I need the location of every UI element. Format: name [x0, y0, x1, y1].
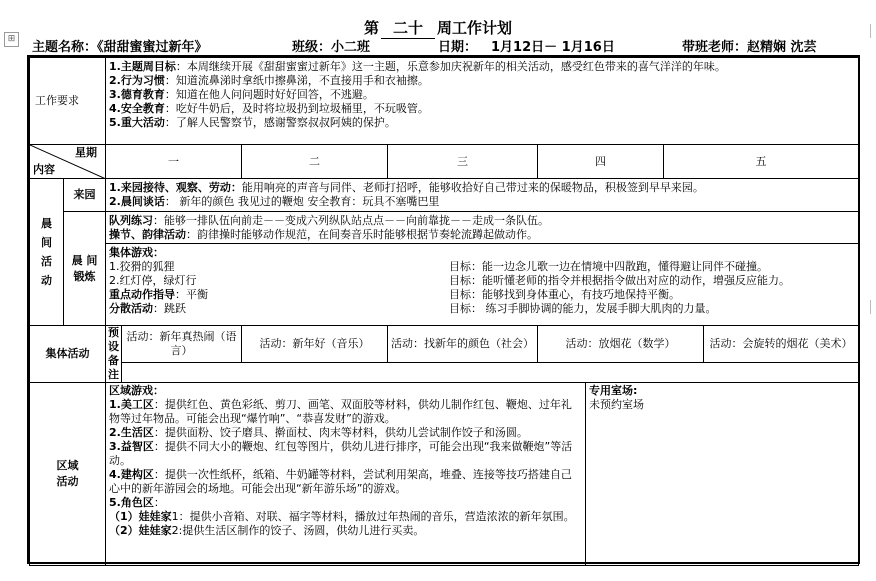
- work-req-item: 1.主题周目标：本周继续开展《甜甜蜜蜜过新年》这一主题，乐意参加庆祝新年的相关活动，感受红色带来的喜气洋洋的年味。: [109, 60, 726, 73]
- day-header: 四: [538, 145, 664, 179]
- theme-field: 主题名称：《甜甜蜜蜜过新年》: [32, 40, 208, 55]
- special-room-title: 专用室场:: [589, 384, 638, 397]
- theme-value: 《甜甜蜜蜜过新年》: [97, 40, 208, 55]
- area-item: 4.建构区：提供一次性纸杯，纸箱、牛奶罐等材料，尝试利用架高，堆叠、连接等技巧搭建自己心中的新年游园会的场地。可能会出现“新年游乐场”的游戏。: [109, 468, 572, 495]
- work-requirements-content: [106, 58, 859, 145]
- right-margin-marker: [870, 300, 874, 314]
- morning-activity-label: 晨 间 活 动: [30, 179, 64, 326]
- days-header-row: [30, 145, 859, 179]
- key-action-item: 重点动作指导：平衡 目标：能够找到身体重心，有技巧地保持平衡。: [109, 288, 680, 301]
- game-item: 2.红灯停，绿灯行 目标：能听懂老师的指令并根据指令做出对应的动作，增强反应能力。: [109, 274, 790, 287]
- work-req-item: 3.德育教育：知道在他人问问题时好好回答，不逃避。: [109, 88, 374, 101]
- work-req-item: 4.安全教育：吃好牛奶后，及时将垃圾扔到垃圾桶里，不玩吸管。: [109, 102, 429, 115]
- day-header: 五: [664, 145, 859, 179]
- special-room-value: 未预约室场: [589, 398, 644, 411]
- morning-exercise-label: 晨 间 锻炼: [64, 212, 106, 326]
- arrival-row: [30, 179, 859, 212]
- date-field: 日期： 1月12日－ 1月16日: [438, 40, 615, 55]
- area-games-content: 区域游戏： 1.美工区：提供红色、黄色彩纸、剪刀、画笔、双面胶等材料，供幼儿制作红包、鞭炮、过年礼物等过年物品。可能会出现“爆竹响”、“恭喜发财”的游戏。 2.生活区：提供面粉、饺子磨具、擀面杖、肉末等材料，供幼儿尝试制作饺子和汤圆。 3.益智区：提供不同大小的鞭炮、红包等图片，供幼儿进行排序，可能会出现“我来做鞭炮”等活动。 4.建构区：提供一次性纸杯，纸箱、牛奶罐等材料，尝试利用架高，堆叠、连接等技巧搭建自己心中的新年游园会的场地。可能会出现“新年游乐场”的游戏。 5.角色区： （1）娃娃家1：提供小音箱、对联、福字等材料，播放过年热闹的音乐，营造浓浓的新年氛围。 （2）娃娃家2:提供生活区制作的饺子、汤圆，供幼儿进行买卖。: [106, 383, 586, 566]
- arrival-content: 1.来园接待、观察、劳动：能用响亮的声音与同伴、老师打招呼，能够收拾好自己带过来的保暖物品，积极签到早早来园。 2.晨间谈话： 新年的颜色 我见过的鞭炮 安全教育：玩具不塞嘴巴里: [106, 179, 859, 212]
- collective-notes-row: [30, 363, 859, 383]
- date-value: 1月12日－ 1月16日: [491, 40, 615, 55]
- preset-notes-label: 预 设 备 注: [106, 326, 122, 383]
- teacher-value: 赵精娴 沈芸: [747, 40, 817, 55]
- class-field: 班级：小二班: [292, 40, 371, 55]
- area-item: 5.角色区：: [109, 496, 165, 509]
- area-item: （1）娃娃家1：提供小音箱、对联、福字等材料，播放过年热闹的音乐，营造浓浓的新年氛围。: [109, 510, 575, 523]
- area-item: 1.美工区：提供红色、黄色彩纸、剪刀、画笔、双面胶等材料，供幼儿制作红包、鞭炮、过年礼物等过年物品。可能会出现“爆竹响”、“恭喜发财”的游戏。: [109, 398, 572, 425]
- week-number: 二十: [381, 17, 435, 39]
- teacher-field: 带班老师：赵精娴 沈芸: [682, 40, 817, 55]
- exercise-content: 队列练习：能够一排队伍向前走－－变成六列纵队站点点－－向前靠拢－－走成一条队伍。 操节、韵律活动：韵律操时能够动作规范，在间奏音乐时能够根据节奏轮流蹲起做动作。: [106, 212, 859, 244]
- day-header: 二: [242, 145, 388, 179]
- area-activity-row: [30, 383, 859, 566]
- table-move-handle-icon[interactable]: ⊞: [4, 32, 19, 47]
- collective-activity-row: [30, 326, 859, 363]
- content-label: 内容: [33, 163, 55, 176]
- area-item: （2）娃娃家2:提供生活区制作的饺子、汤圆，供幼儿进行买卖。: [109, 524, 425, 537]
- day-header: 三: [388, 145, 538, 179]
- special-room-cell: [586, 383, 859, 566]
- page-title: 第 二十 周工作计划: [363, 19, 513, 37]
- work-req-item: 2.行为习惯：知道流鼻涕时拿纸巾擦鼻涕，不直接用手和衣袖擦。: [109, 74, 429, 87]
- collective-notes-cell: [122, 363, 859, 383]
- exercise-row-2: [30, 244, 859, 326]
- area-item: 3.益智区：提供不同大小的鞭炮、红包等图片，供幼儿进行排序，可能会出现“我来做鞭炮”等活动。: [109, 440, 573, 467]
- collective-activity-day-5: 活动：会旋转的烟花（美术）: [704, 326, 859, 363]
- area-item: 2.生活区：提供面粉、饺子磨具、擀面杖、肉末等材料，供幼儿尝试制作饺子和汤圆。: [109, 426, 528, 439]
- exercise-row-1: [30, 212, 859, 244]
- work-req-item: 5.重大活动：了解人民警察节，感谢警察叔叔阿姨的保护。: [109, 116, 396, 129]
- week-label: 星期: [75, 146, 97, 159]
- games-content: 集体游戏： 1.狡猾的狐狸 目标：能一边念儿歌一边在情境中四散跑，懂得避让同伴不碰撞。 2.红灯停，绿灯行 目标：能听懂老师的指令并根据指令做出对应的动作，增强反应能力。 重点动作指导：平衡 目标：能够找到身体重心，有技巧地保持平衡。 分散活动：跳跃 目标： 练习手脚协调的能力，发展手脚大肌肉的力量。: [106, 244, 859, 326]
- collective-activity-day-3: 活动：找新年的颜色（社会）: [388, 326, 538, 363]
- area-activity-label: 区域 活动: [30, 383, 106, 566]
- collective-activity-day-1: 活动：新年真热闹（语言）: [122, 326, 242, 363]
- collective-activity-day-2: 活动：新年好（音乐）: [242, 326, 388, 363]
- arrival-label: 来园: [64, 179, 106, 212]
- game-item: 1.狡猾的狐狸 目标：能一边念儿歌一边在情境中四散跑，懂得避让同伴不碰撞。: [109, 260, 768, 273]
- collective-activity-day-4: 活动：放烟花（数学）: [538, 326, 704, 363]
- dispersed-activity-item: 分散活动：跳跃 目标： 练习手脚协调的能力，发展手脚大肌肉的力量。: [109, 302, 717, 315]
- class-value: 小二班: [331, 40, 371, 55]
- work-requirements-label: 工作要求: [30, 58, 106, 145]
- work-requirements-row: [30, 58, 859, 145]
- collective-activity-label: 集体活动: [30, 326, 106, 383]
- day-header: 一: [106, 145, 242, 179]
- weekly-plan-table: [29, 57, 859, 566]
- diagonal-header-cell: [30, 145, 106, 179]
